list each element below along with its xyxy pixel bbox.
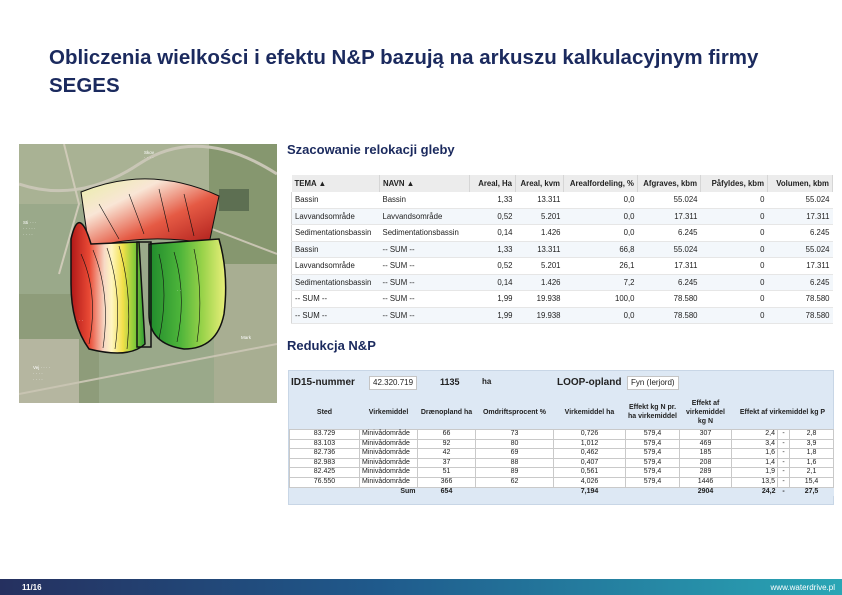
col-header-pafyldes[interactable]: Påfyldes, kbm — [701, 175, 768, 192]
np-reduction-sheet — [288, 370, 834, 505]
cell: 5.201 — [516, 208, 564, 225]
cell: Minivådområde — [360, 458, 418, 468]
table-header-row — [290, 395, 834, 430]
cell: - — [778, 468, 790, 478]
soil-relocation-table — [291, 175, 833, 324]
table-row — [290, 477, 834, 487]
cell: 17.311 — [638, 258, 701, 275]
cell: - — [778, 430, 790, 440]
sheet-header — [289, 371, 833, 395]
cell: 78.580 — [768, 291, 833, 308]
cell: Minivådområde — [360, 468, 418, 478]
cell: Lavvandsområde — [292, 258, 380, 275]
area-value: 1135 — [440, 377, 460, 387]
cell: Sedimentationsbassin — [292, 274, 380, 291]
table-row — [290, 458, 834, 468]
cell: 0 — [701, 307, 768, 324]
cell: 1,99 — [470, 291, 516, 308]
cell: 0,726 — [554, 430, 626, 440]
col-header-effekt-kg-n-ha: Effekt kg N pr. ha virkemiddel — [627, 404, 678, 420]
cell: 289 — [680, 468, 732, 478]
cell: 2,8 — [790, 430, 834, 440]
cell: 0,14 — [470, 225, 516, 242]
cell: 100,0 — [564, 291, 638, 308]
loop-label: LOOP-opland — [557, 377, 622, 388]
table-row — [292, 258, 833, 275]
cell: 26,1 — [564, 258, 638, 275]
cell: 78.580 — [768, 307, 833, 324]
table-row — [292, 225, 833, 242]
cell: 469 — [680, 439, 732, 449]
cell: Sedimentationsbassin — [292, 225, 380, 242]
cell: -- SUM -- — [380, 291, 470, 308]
cell: 62 — [476, 477, 554, 487]
sum-p-high: 27,5 — [790, 487, 834, 496]
svg-text:Sti · · ·: Sti · · · — [23, 220, 37, 225]
sum-dash: - — [778, 487, 790, 496]
cell: - — [778, 449, 790, 459]
cell: 13.311 — [516, 241, 564, 258]
cell: 579,4 — [626, 449, 680, 459]
cell: 579,4 — [626, 477, 680, 487]
cell: 1.426 — [516, 274, 564, 291]
col-header-navn[interactable]: NAVN ▲ — [380, 175, 470, 192]
cell: 83.729 — [290, 430, 360, 440]
cell: 1446 — [680, 477, 732, 487]
cell: 0 — [701, 291, 768, 308]
cell: 1,33 — [470, 241, 516, 258]
sum-p-low: 24,2 — [732, 487, 778, 496]
cell: 66 — [418, 430, 476, 440]
cell: Minivådområde — [360, 439, 418, 449]
cell: 307 — [680, 430, 732, 440]
cell: 185 — [680, 449, 732, 459]
cell: Bassin — [292, 241, 380, 258]
col-header-areal-ha[interactable]: Areal, Ha — [470, 175, 516, 192]
sum-label: Sum — [360, 487, 418, 496]
cell: 6.245 — [768, 225, 833, 242]
cell: 5.201 — [516, 258, 564, 275]
table-row — [292, 241, 833, 258]
cell: 6.245 — [768, 274, 833, 291]
table-row — [292, 208, 833, 225]
col-header-virkemiddel-ha: Virkemiddel ha — [564, 408, 615, 416]
cell: 17.311 — [638, 208, 701, 225]
cell: 1,6 — [790, 458, 834, 468]
sum-virk: 7,194 — [554, 487, 626, 496]
cell: 0,0 — [564, 225, 638, 242]
col-header-draenopland: Drænopland ha — [420, 408, 473, 416]
svg-text:· · · · ·: · · · · · — [23, 226, 36, 231]
cell: 0,52 — [470, 258, 516, 275]
col-header-volumen[interactable]: Volumen, kbm — [768, 175, 833, 192]
cell: 366 — [418, 477, 476, 487]
cell: 13,5 — [732, 477, 778, 487]
cell: 55.024 — [638, 241, 701, 258]
cell: 55.024 — [768, 192, 833, 208]
cell: Lavvandsområde — [292, 208, 380, 225]
cell: 13.311 — [516, 192, 564, 208]
site-map-image — [19, 144, 277, 403]
cell: 579,4 — [626, 439, 680, 449]
cell: 76.550 — [290, 477, 360, 487]
np-reduction-title: Redukcja N&P — [287, 338, 376, 353]
cell: 82.425 — [290, 468, 360, 478]
sum-drain: 654 — [418, 487, 476, 496]
cell: 15,4 — [790, 477, 834, 487]
cell: 78.580 — [638, 307, 701, 324]
cell: 19.938 — [516, 291, 564, 308]
sum-row — [290, 487, 834, 496]
cell: 69 — [476, 449, 554, 459]
cell: 0,14 — [470, 274, 516, 291]
page-number: 11/16 — [22, 583, 42, 592]
svg-text:Mark: Mark — [241, 335, 251, 340]
table-row — [292, 274, 833, 291]
cell: 17.311 — [768, 208, 833, 225]
cell — [476, 487, 554, 496]
col-header-virkemiddel: Virkemiddel — [368, 408, 409, 416]
cell: 82.983 — [290, 458, 360, 468]
cell: -- SUM -- — [380, 307, 470, 324]
cell: 3,9 — [790, 439, 834, 449]
col-header-arealfordeling[interactable]: Arealfordeling, % — [564, 175, 638, 192]
cell: 579,4 — [626, 468, 680, 478]
cell: 2,4 — [732, 430, 778, 440]
svg-text:· · · ·: · · · · — [23, 232, 33, 237]
soil-relocation-title: Szacowanie relokacji gleby — [287, 142, 455, 157]
col-header-sted: Sted — [316, 408, 333, 416]
cell: Sedimentationsbassin — [380, 225, 470, 242]
cell: 4,026 — [554, 477, 626, 487]
cell: 208 — [680, 458, 732, 468]
area-unit: ha — [482, 377, 492, 386]
cell: 0 — [701, 225, 768, 242]
cell: 0 — [701, 208, 768, 225]
svg-text:· · · ·: · · · · — [144, 155, 154, 160]
cell: 92 — [418, 439, 476, 449]
cell: 1.426 — [516, 225, 564, 242]
cell: 579,4 — [626, 430, 680, 440]
cell: 0 — [701, 241, 768, 258]
cell: 19.938 — [516, 307, 564, 324]
slide-title: Obliczenia wielkości i efektu N&P bazują na arkuszu kalkulacyjnym firmy SEGES — [49, 46, 759, 97]
table-row — [292, 192, 833, 208]
svg-text:· · · ·: · · · · — [33, 371, 43, 376]
cell: 55.024 — [768, 241, 833, 258]
cell: Bassin — [292, 192, 380, 208]
svg-text:Vej · · · ·: Vej · · · · — [33, 365, 51, 370]
cell: - — [778, 439, 790, 449]
svg-text:Skov: Skov — [144, 150, 155, 155]
sum-effect-n: 2904 — [680, 487, 732, 496]
cell: 0 — [701, 258, 768, 275]
cell: Minivådområde — [360, 477, 418, 487]
cell: -- SUM -- — [380, 241, 470, 258]
cell: 0,561 — [554, 468, 626, 478]
cell: 0,0 — [564, 307, 638, 324]
cell: 83.103 — [290, 439, 360, 449]
cell: 80 — [476, 439, 554, 449]
cell: 0,462 — [554, 449, 626, 459]
col-header-effekt-kg-p: Effekt af virkemiddel kg P — [739, 408, 826, 416]
svg-text:· ·: · · — [177, 288, 182, 293]
cell: 0,52 — [470, 208, 516, 225]
id15-label: ID15-nummer — [291, 377, 355, 388]
cell: 579,4 — [626, 458, 680, 468]
cell: 1,4 — [732, 458, 778, 468]
cell: 78.580 — [638, 291, 701, 308]
loop-value: Fyn (Ierjord) — [627, 376, 679, 390]
cell — [290, 487, 360, 496]
table-row — [290, 468, 834, 478]
col-header-tema[interactable]: TEMA ▲ — [292, 175, 380, 192]
cell: -- SUM -- — [380, 274, 470, 291]
cell: Minivådområde — [360, 449, 418, 459]
cell: - — [778, 458, 790, 468]
cell: 88 — [476, 458, 554, 468]
cell: 6.245 — [638, 225, 701, 242]
table-row — [290, 430, 834, 440]
cell: 1,012 — [554, 439, 626, 449]
cell: 37 — [418, 458, 476, 468]
cell — [626, 487, 680, 496]
cell: -- SUM -- — [292, 307, 380, 324]
cell: -- SUM -- — [380, 258, 470, 275]
np-reduction-table — [289, 395, 834, 496]
cell: -- SUM -- — [292, 291, 380, 308]
col-header-effekt-kg-n: Effekt af virkemiddel kg N — [686, 399, 725, 425]
cell: 0 — [701, 274, 768, 291]
cell: 82.736 — [290, 449, 360, 459]
cell: 0,407 — [554, 458, 626, 468]
cell: 1,33 — [470, 192, 516, 208]
id15-value: 42.320.719 — [369, 376, 417, 390]
table-row — [292, 291, 833, 308]
cell: 1,6 — [732, 449, 778, 459]
cell: Lavvandsområde — [380, 208, 470, 225]
cell: 6.245 — [638, 274, 701, 291]
cell: 1,8 — [790, 449, 834, 459]
cell: 0 — [701, 192, 768, 208]
col-header-areal-kvm[interactable]: Areal, kvm — [516, 175, 564, 192]
cell: - — [778, 477, 790, 487]
cell: 1,9 — [732, 468, 778, 478]
cell: 73 — [476, 430, 554, 440]
cell: Minivådområde — [360, 430, 418, 440]
cell: 0,0 — [564, 208, 638, 225]
cell: 17.311 — [768, 258, 833, 275]
cell: 1,99 — [470, 307, 516, 324]
table-row — [290, 449, 834, 459]
col-header-omdriftsprocent: Omdriftsprocent % — [482, 408, 546, 416]
cell: 42 — [418, 449, 476, 459]
cell: 89 — [476, 468, 554, 478]
website-link[interactable]: www.waterdrive.pl — [770, 583, 835, 592]
footer-bar — [0, 579, 842, 595]
table-header-row — [292, 175, 833, 192]
cell: 55.024 — [638, 192, 701, 208]
cell: 66,8 — [564, 241, 638, 258]
svg-text:· · · ·: · · · · — [33, 377, 43, 382]
cell: 3,4 — [732, 439, 778, 449]
svg-text:· ·: · · — [79, 318, 84, 323]
cell: 51 — [418, 468, 476, 478]
cell: 0,0 — [564, 192, 638, 208]
table-row — [290, 439, 834, 449]
cell: Bassin — [380, 192, 470, 208]
cell: 2,1 — [790, 468, 834, 478]
cell: 7,2 — [564, 274, 638, 291]
col-header-afgraves[interactable]: Afgraves, kbm — [638, 175, 701, 192]
table-row — [292, 307, 833, 324]
